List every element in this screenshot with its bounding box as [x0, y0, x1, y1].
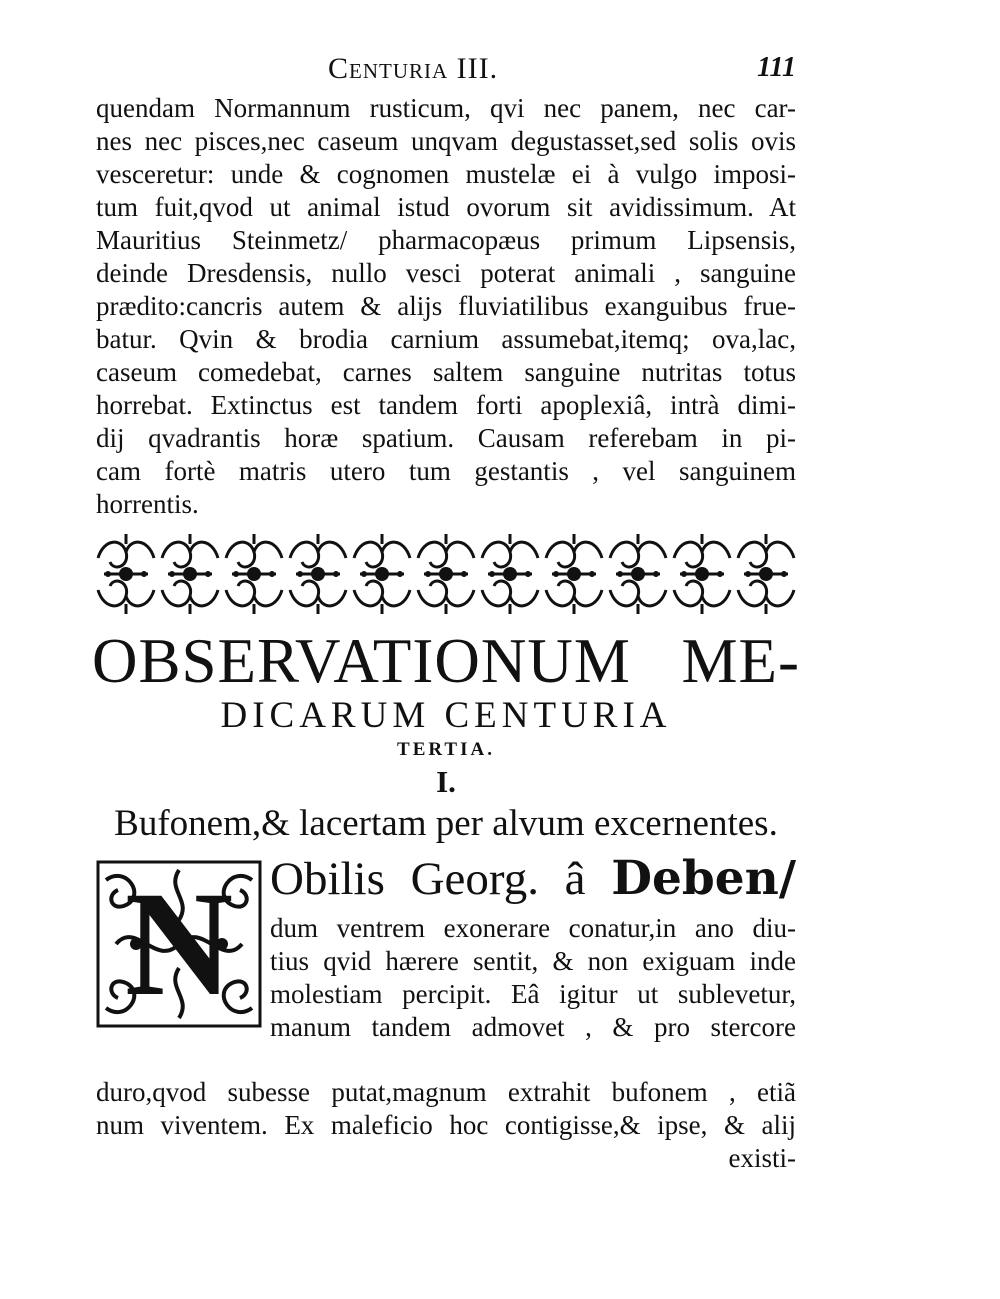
ornament-icon	[94, 528, 800, 620]
observation-indented-lines	[270, 912, 796, 1044]
text-line: horrebat. Extinctus est tandem forti apoplexiâ, intrà dimi-	[96, 390, 796, 420]
text-line: dij qvadrantis horæ spatium. Causam referebam in pi-	[96, 423, 796, 453]
text-line: deinde Dresdensis, nullo vesci poterat animali , sanguine	[96, 258, 796, 288]
running-header	[96, 52, 796, 86]
text-line: duro,qvod subesse putat,magnum extrahit bufonem , etiã	[96, 1077, 796, 1107]
text-line: vesceretur: unde & cognomen mustelæ ei à vulgo imposi-	[96, 159, 796, 189]
section-heading-small: TERTIA.	[397, 739, 495, 760]
text-line: tum fuit,qvod ut animal istud ovorum sit avidissimum. At	[96, 192, 796, 222]
text-line: nes nec pisces,nec caseum unqvam degustasset,sed solis ovis	[96, 126, 796, 156]
page-number: 111	[757, 52, 796, 83]
text-line: caseum comedebat, carnes saltem sanguine nutritas totus	[96, 357, 796, 387]
text-line: num viventem. Ex maleficio hoc contigisse,& ipse, & alij	[96, 1110, 796, 1140]
text-line: manum tandem admovet , & pro stercore	[270, 1012, 796, 1042]
text-line: dum ventrem exonerare conatur,in ano diu-	[270, 913, 796, 943]
observation-lead-line	[270, 850, 796, 908]
observation-number: I.	[436, 764, 456, 799]
text-line: horrentis.	[96, 489, 199, 519]
observation-full-lines	[96, 1076, 796, 1175]
decorated-initial	[96, 860, 262, 1028]
catchword: existi-	[728, 1143, 796, 1173]
text-line: cam fortè matris utero tum gestantis , vel sanguinem	[96, 456, 796, 486]
lead-blackletter-name: Deben/	[611, 851, 796, 906]
text-line: quendam Normannum rusticum, qvi nec panem, nec car-	[96, 93, 796, 123]
running-title: Centuria III.	[328, 52, 499, 85]
section-heading-sub: DICARUM CENTURIA	[220, 695, 672, 736]
lead-text: Obilis Georg. â	[270, 853, 612, 905]
section-heading-main: OBSERVATIONUM ME-	[92, 626, 800, 696]
text-line: batur. Qvin & brodia carnium assumebat,itemq; ova,lac,	[96, 324, 796, 354]
top-paragraph	[96, 92, 796, 521]
text-line: tius qvid hærere sentit, & non exiguam inde	[270, 946, 796, 976]
text-line: prædito:cancris autem & alijs fluviatilibus exanguibus frue-	[96, 291, 796, 321]
ornamental-band	[94, 528, 800, 620]
text-line: molestiam percipit. Eâ igitur ut sublevetur,	[270, 979, 796, 1009]
text-line: Mauritius Steinmetz/ pharmacopæus primum Lipsensis,	[96, 225, 796, 255]
observation-title: Bufonem,& lacertam per alvum excernentes.	[114, 803, 778, 844]
drop-cap-letter: N	[124, 861, 234, 1027]
